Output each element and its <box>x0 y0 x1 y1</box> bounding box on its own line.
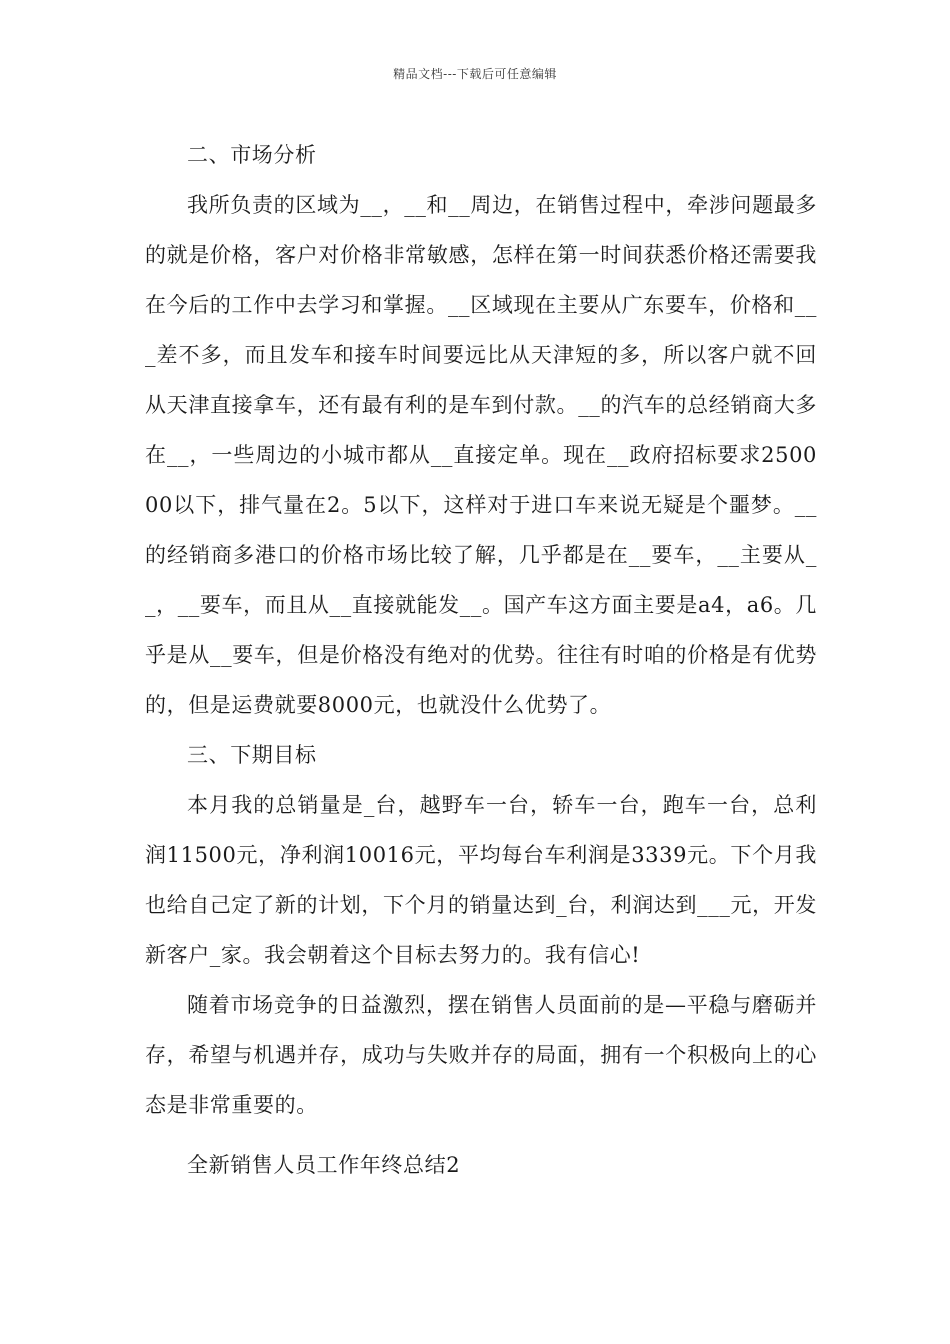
spacer <box>145 1130 817 1140</box>
paragraph-next-goals: 本月我的总销量是_台，越野车一台，轿车一台，跑车一台，总利润11500元，净利润10016元，平均每台车利润是3339元。下个月我也给自己定了新的计划，下个月的销量达到_台，利润达到___元，开发新客户_家。我会朝着这个目标去努力的。我有信心! <box>145 793 817 967</box>
document-body <box>145 130 817 1190</box>
page-header: 精品文档---下载后可任意编辑 <box>393 67 557 81</box>
paragraph-market-analysis: 我所负责的区域为__，__和__周边，在销售过程中，牵涉问题最多的就是价格，客户对价格非常敏感，怎样在第一时间获悉价格还需要我在今后的工作中去学习和掌握。__区域现在主要从广东要车，价格和___差不多，而且发车和接车时间要远比从天津短的多，所以客户就不回从天津直接拿车，还有最有利的是车到付款。__的汽车的总经销商大多在__，一些周边的小城市都从__直接定单。现在__政府招标要求250000以下，排气量在2。5以下，这样对于进口车来说无疑是个噩梦。__的经销商多港口的价格市场比较了解，几乎都是在__要车，__主要从__，__要车，而且从__直接就能发__。国产车这方面主要是a4，a6。几乎是从__要车，但是价格没有绝对的优势。往往有时咱的价格是有优势的，但是运费就要8000元，也就没什么优势了。 <box>145 193 817 717</box>
paragraph-closing: 随着市场竞争的日益激烈，摆在销售人员面前的是—平稳与磨砺并存，希望与机遇并存，成功与失败并存的局面，拥有一个积极向上的心态是非常重要的。 <box>145 993 817 1117</box>
next-section-title: 全新销售人员工作年终总结2 <box>187 1153 461 1177</box>
section-heading-market-analysis: 二、市场分析 <box>187 143 317 167</box>
section-heading-next-goals: 三、下期目标 <box>187 743 317 767</box>
